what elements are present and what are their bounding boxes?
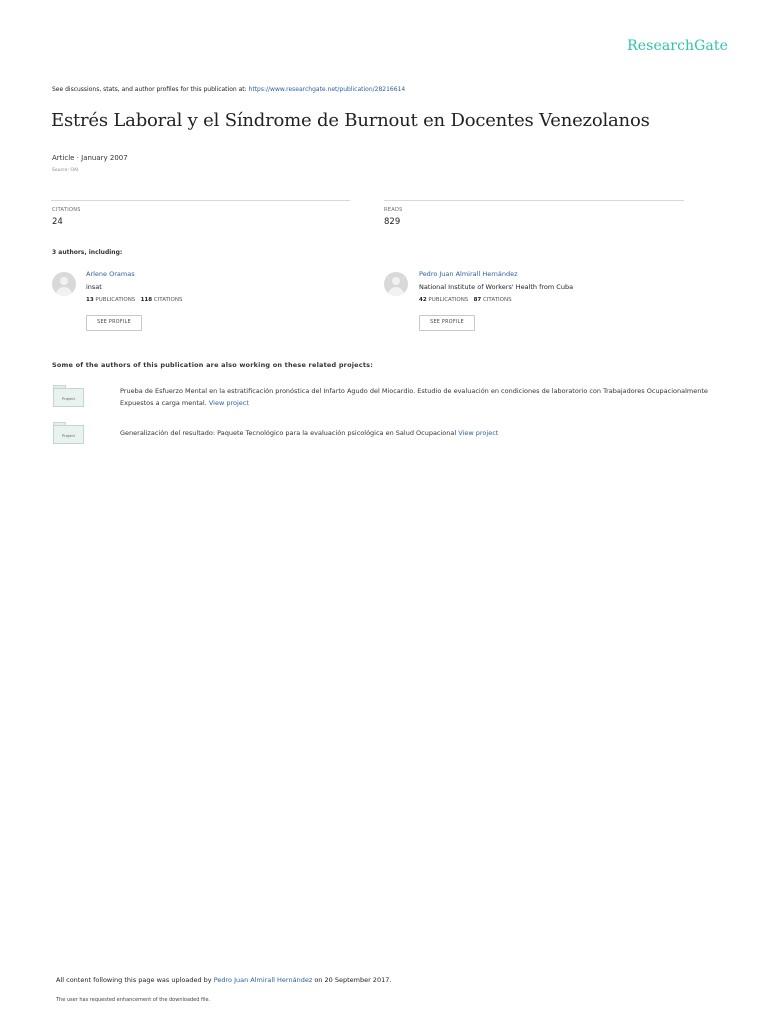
reads-divider — [384, 200, 684, 201]
see-profile-button[interactable]: SEE PROFILE — [419, 315, 475, 331]
publication-url-link[interactable]: https://www.researchgate.net/publication/28216614 — [248, 86, 406, 93]
reads-label: READS — [384, 207, 403, 213]
upload-note — [56, 976, 391, 984]
enhancement-note: The user has requested enhancement of the downloaded file. — [56, 997, 211, 1003]
researchgate-logo[interactable]: ResearchGate — [627, 38, 728, 54]
discussion-prefix: See discussions, stats, and author profiles for this publication at: — [52, 86, 249, 93]
citations-divider — [51, 200, 350, 201]
authors-heading: 3 authors, including: — [52, 249, 123, 256]
author-affiliation: insat — [86, 283, 102, 291]
author-citations-label: CITATIONS — [482, 297, 512, 303]
author-publications-count: 13 — [86, 297, 94, 303]
author-affiliation: National Institute of Workers' Health from Cuba — [419, 283, 574, 291]
publication-title: Estrés Laboral y el Síndrome de Burnout en Docentes Venezolanos — [51, 110, 650, 131]
view-project-link[interactable]: View project — [458, 429, 499, 437]
publication-source: Source: OAI — [52, 168, 79, 173]
upload-prefix: All content following this page was uploaded by — [56, 976, 214, 984]
author-publications-label: PUBLICATIONS — [428, 297, 469, 303]
author-publications-label: PUBLICATIONS — [95, 297, 136, 303]
citations-count: 24 — [52, 217, 63, 227]
see-profile-button[interactable]: SEE PROFILE — [86, 315, 142, 331]
author-stats — [419, 297, 512, 303]
author-card — [52, 270, 342, 334]
publication-meta: Article · January 2007 — [52, 154, 128, 162]
avatar[interactable] — [384, 272, 408, 296]
avatar[interactable] — [52, 272, 76, 296]
author-citations-count: 87 — [473, 297, 482, 303]
project-description: Prueba de Esfuerzo Mental en la estratificación pronóstica del Infarto Agudo del Miocardio. Estudio de evaluación en condiciones de laboratorio con Trabajadores Ocupacionalmente Expuestos a carga mental. — [120, 387, 708, 407]
reads-count: 829 — [384, 217, 401, 227]
project-folder-icon — [53, 422, 84, 444]
project-icon-label: Project — [53, 388, 84, 407]
upload-suffix: on 20 September 2017. — [312, 976, 392, 984]
author-citations-count: 118 — [140, 297, 153, 303]
project-item — [120, 385, 710, 409]
citations-label: CITATIONS — [52, 207, 81, 213]
related-projects-heading: Some of the authors of this publication are also working on these related projects: — [52, 361, 374, 369]
project-folder-icon — [53, 385, 84, 407]
uploader-link[interactable]: Pedro Juan Almirall Hernández — [213, 976, 313, 984]
discussion-line — [52, 86, 405, 93]
project-description: Generalización del resultado: Paquete Tecnológico para la evaluación psicológica en Salud Ocupacional — [120, 429, 457, 437]
author-card — [384, 270, 684, 334]
author-name[interactable]: Arlene Oramas — [86, 270, 135, 278]
project-item — [120, 427, 720, 439]
author-publications-count: 42 — [419, 297, 427, 303]
author-name[interactable]: Pedro Juan Almirall Hernández — [419, 270, 518, 278]
author-stats — [86, 297, 182, 303]
view-project-link[interactable]: View project — [208, 399, 249, 407]
author-citations-label: CITATIONS — [153, 297, 183, 303]
project-icon-label: Project — [53, 425, 84, 444]
